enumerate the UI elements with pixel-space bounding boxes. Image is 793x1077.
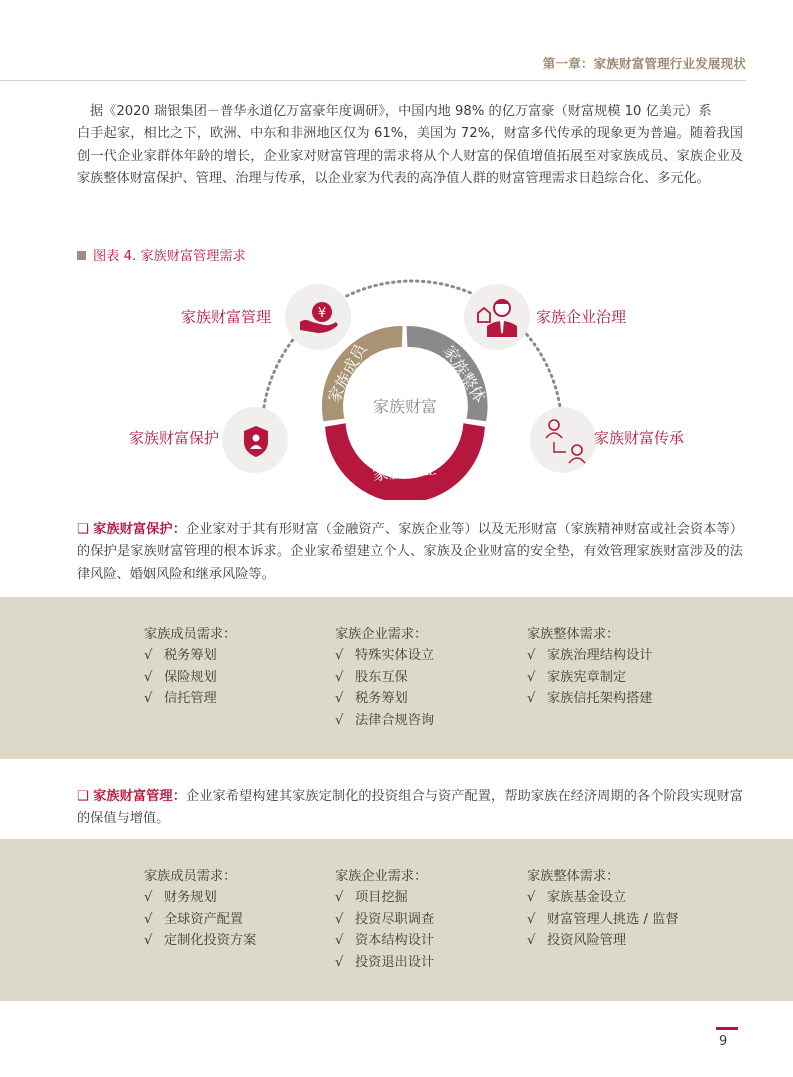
page-number-bar bbox=[716, 1027, 738, 1030]
svg-text:¥: ¥ bbox=[317, 306, 327, 321]
list-item: √ 保险规划 bbox=[144, 667, 236, 689]
check-mark-icon: √ bbox=[144, 648, 153, 663]
check-mark-icon: √ bbox=[335, 890, 344, 905]
circle-inheritance bbox=[530, 407, 596, 473]
column-heading: 家族整体需求： bbox=[527, 869, 620, 884]
list-item: √ 家族基金设立 bbox=[527, 887, 679, 909]
section-protection-paragraph bbox=[77, 519, 743, 586]
check-mark-icon: √ bbox=[527, 933, 536, 948]
list-item: √ 家族治理结构设计 bbox=[527, 645, 653, 667]
check-mark-icon: √ bbox=[527, 890, 536, 905]
needs-column-enterprise bbox=[335, 866, 434, 973]
list-item: √ 项目挖掘 bbox=[335, 887, 434, 909]
column-heading: 家族成员需求： bbox=[144, 869, 237, 884]
section-protection-lead: 家族财富保护： bbox=[93, 522, 186, 537]
list-item: √ 资本结构设计 bbox=[335, 930, 434, 952]
section-management-text: 企业家希望构建其家族定制化的投资组合与资产配置，帮助家族在经济周期的各个阶段实现财富的保值与增值。 bbox=[77, 789, 744, 827]
check-mark-icon: √ bbox=[144, 691, 153, 706]
check-mark-icon: √ bbox=[144, 933, 153, 948]
list-item: √ 股东互保 bbox=[335, 667, 434, 689]
check-mark-icon: √ bbox=[527, 691, 536, 706]
needs-column-members bbox=[144, 624, 236, 710]
check-mark-icon: √ bbox=[335, 712, 344, 728]
check-mark-icon: √ bbox=[335, 691, 344, 706]
list-item: √ 投资风险管理 bbox=[527, 930, 679, 952]
label-wealth-management: 家族财富管理 bbox=[181, 308, 272, 326]
segment-members-label: 家族成员 bbox=[323, 340, 371, 407]
page-number: 9 bbox=[719, 1034, 728, 1049]
check-mark-icon: √ bbox=[527, 911, 536, 927]
checkbox-marker: ❑ bbox=[77, 789, 89, 804]
chapter-title: 第一章：家族财富管理行业发展现状 bbox=[542, 56, 746, 71]
intro-line-rest: 白手起家，相比之下，欧洲、中东和非洲地区仅为 61%，美国为 72%，财富多代传承的现象更为普遍。随着我国创一代企业家群体年龄的增长，企业家对财富管理的需求将从个人财富的保值增值拓展至对家族成员、家族企业及家族整体财富保护、管理、治理与传承，以企业家为代表的高净值人群的财富管理需求日趋综合化、多元化。 bbox=[77, 126, 743, 186]
figure-marker-square bbox=[77, 251, 86, 260]
column-heading: 家族企业需求： bbox=[335, 627, 428, 642]
column-heading: 家族成员需求： bbox=[144, 627, 237, 642]
column-heading: 家族企业需求： bbox=[335, 869, 428, 884]
check-mark-icon: √ bbox=[335, 933, 344, 948]
protection-needs-band bbox=[0, 597, 793, 759]
center-label: 家族财富 bbox=[372, 397, 438, 416]
checkbox-marker: ❑ bbox=[77, 522, 89, 537]
segment-enterprise-label: 家族企业 bbox=[371, 458, 438, 485]
diagram-svg bbox=[0, 270, 793, 500]
check-mark-icon: √ bbox=[335, 648, 344, 663]
list-item: √ 信托管理 bbox=[144, 688, 236, 710]
list-item: √ 财富管理人挑选 / 监督 bbox=[527, 909, 679, 931]
management-needs-band bbox=[0, 839, 793, 1001]
circle-governance bbox=[464, 284, 530, 350]
list-item: √ 定制化投资方案 bbox=[144, 930, 256, 952]
figure-title-text: 图表 4. 家族财富管理需求 bbox=[93, 249, 246, 264]
check-mark-icon: √ bbox=[335, 911, 344, 927]
intro-line-1: 据《2020 瑞银集团－普华永道亿万富豪年度调研》，中国内地 98% 的亿万富豪（财富规模 10 亿美元）系 bbox=[90, 104, 712, 119]
list-item: √ 全球资产配置 bbox=[144, 909, 256, 931]
wealth-needs-diagram bbox=[0, 270, 793, 500]
needs-column-members bbox=[144, 866, 256, 952]
list-item: √ 税务筹划 bbox=[144, 645, 236, 667]
section-protection-text: 企业家对于其有形财富（金融资产、家族企业等）以及无形财富（家族精神财富或社会资本等）的保护是家族财富管理的根本诉求。企业家希望建立个人、家族及企业财富的安全垫，有效管理家族财富涉及的法律风险、婚姻风险和继承风险等。 bbox=[77, 522, 744, 582]
list-item: √ 投资尽职调查 bbox=[335, 909, 434, 931]
list-item: √ 税务筹划 bbox=[335, 688, 434, 710]
needs-column-whole bbox=[527, 624, 653, 710]
check-mark-icon: √ bbox=[527, 669, 536, 685]
intro-paragraph bbox=[77, 101, 743, 190]
check-mark-icon: √ bbox=[144, 911, 153, 927]
check-mark-icon: √ bbox=[335, 954, 344, 970]
check-mark-icon: √ bbox=[527, 648, 536, 663]
list-item: √ 投资退出设计 bbox=[335, 952, 434, 974]
needs-column-whole bbox=[527, 866, 679, 952]
list-item: √ 财务规划 bbox=[144, 887, 256, 909]
list-item: √ 法律合规咨询 bbox=[335, 710, 434, 732]
check-mark-icon: √ bbox=[144, 669, 153, 685]
check-mark-icon: √ bbox=[144, 890, 153, 905]
section-management-lead: 家族财富管理： bbox=[93, 789, 186, 804]
figure-title bbox=[77, 245, 246, 264]
needs-column-enterprise bbox=[335, 624, 434, 731]
label-enterprise-governance: 家族企业治理 bbox=[536, 308, 627, 326]
label-wealth-inheritance: 家族财富传承 bbox=[594, 429, 685, 447]
segment-whole-label: 家族整体 bbox=[439, 341, 490, 407]
section-management-paragraph bbox=[77, 786, 743, 831]
header-divider bbox=[0, 80, 746, 81]
list-item: √ 家族宪章制定 bbox=[527, 667, 653, 689]
column-heading: 家族整体需求： bbox=[527, 627, 620, 642]
label-wealth-protection: 家族财富保护 bbox=[129, 429, 220, 447]
list-item: √ 特殊实体设立 bbox=[335, 645, 434, 667]
list-item: √ 家族信托架构搭建 bbox=[527, 688, 653, 710]
check-mark-icon: √ bbox=[335, 669, 344, 685]
